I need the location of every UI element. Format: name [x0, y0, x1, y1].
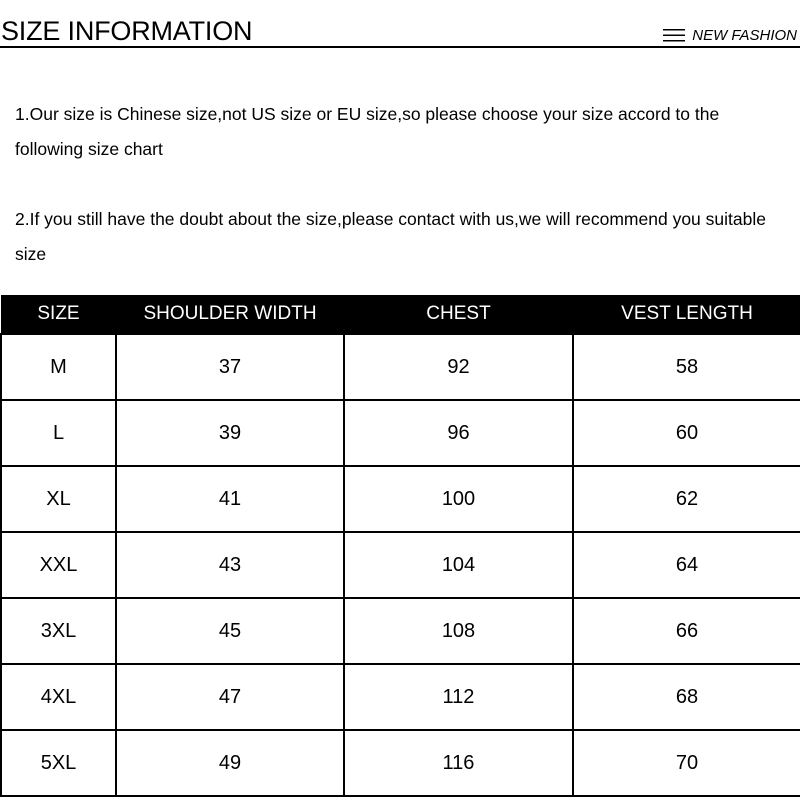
- column-header-shoulder-width: SHOULDER WIDTH: [116, 295, 344, 334]
- size-cell: L: [1, 400, 116, 466]
- shoulder-width-cell: 41: [116, 466, 344, 532]
- size-note-1: 1.Our size is Chinese size,not US size or EU size,so please choose your size accord to the following size chart: [15, 104, 720, 159]
- vest-length-cell: 64: [573, 532, 800, 598]
- size-cell: M: [1, 334, 116, 400]
- size-cell: XXL: [1, 532, 116, 598]
- table-row: [1, 334, 800, 400]
- chest-cell: 104: [344, 532, 573, 598]
- shoulder-width-cell: 39: [116, 400, 344, 466]
- brand-label: NEW FASHION: [692, 27, 797, 44]
- size-cell: 3XL: [1, 598, 116, 664]
- column-header-vest-length: VEST LENGTH: [573, 295, 800, 334]
- vest-length-cell: 68: [573, 664, 800, 730]
- shoulder-width-cell: 37: [116, 334, 344, 400]
- chest-cell: 92: [344, 334, 573, 400]
- vest-length-cell: 62: [573, 466, 800, 532]
- table-row: [1, 400, 800, 466]
- size-cell: 4XL: [1, 664, 116, 730]
- page-header: [0, 0, 800, 50]
- vest-length-cell: 66: [573, 598, 800, 664]
- size-cell: 5XL: [1, 730, 116, 796]
- shoulder-width-cell: 45: [116, 598, 344, 664]
- size-cell: XL: [1, 466, 116, 532]
- vest-length-cell: 60: [573, 400, 800, 466]
- header-row: [1, 295, 800, 334]
- size-chart-body: [1, 334, 800, 796]
- chest-cell: 100: [344, 466, 573, 532]
- table-row: [1, 466, 800, 532]
- page-title: SIZE INFORMATION: [1, 16, 253, 46]
- header-divider: [0, 46, 800, 48]
- chest-cell: 116: [344, 730, 573, 796]
- shoulder-width-cell: 43: [116, 532, 344, 598]
- chest-cell: 96: [344, 400, 573, 466]
- column-header-chest: CHEST: [344, 295, 573, 334]
- chest-cell: 108: [344, 598, 573, 664]
- column-header-size: SIZE: [1, 295, 116, 334]
- table-row: [1, 730, 800, 796]
- chest-cell: 112: [344, 664, 573, 730]
- size-chart-table: [0, 295, 800, 797]
- menu-lines-icon: [663, 29, 685, 42]
- size-note-2: 2.If you still have the doubt about the size,please contact with us,we will recommend you suitable size: [15, 209, 766, 264]
- table-row: [1, 532, 800, 598]
- brand-tag: [663, 27, 797, 45]
- shoulder-width-cell: 47: [116, 664, 344, 730]
- shoulder-width-cell: 49: [116, 730, 344, 796]
- table-row: [1, 598, 800, 664]
- vest-length-cell: 70: [573, 730, 800, 796]
- vest-length-cell: 58: [573, 334, 800, 400]
- table-row: [1, 664, 800, 730]
- size-chart-header: [1, 295, 800, 334]
